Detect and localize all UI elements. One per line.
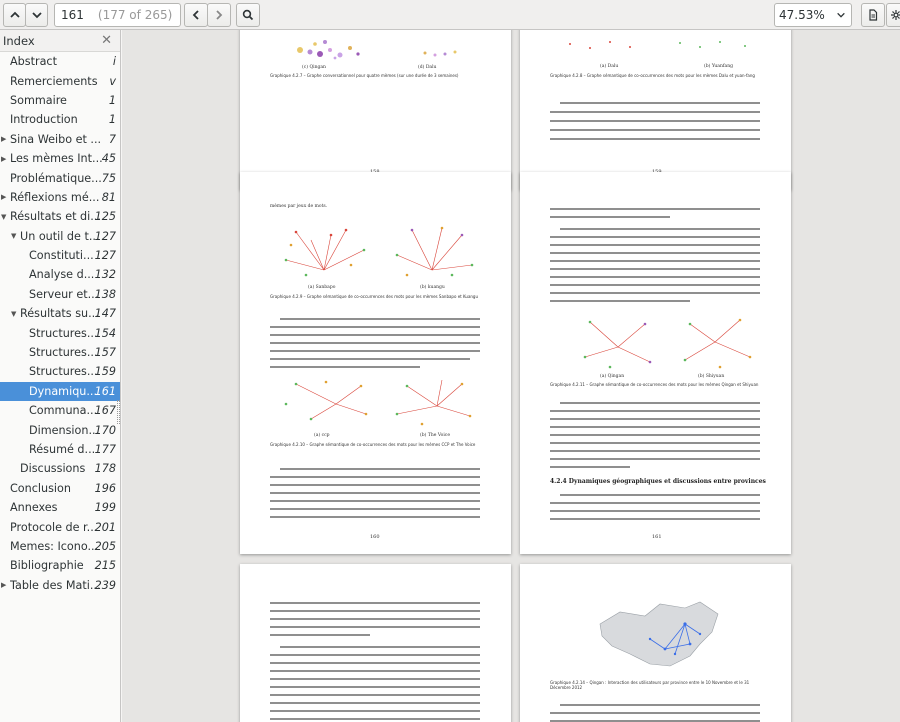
sidebar-item-label: Protocole de r... [10,520,98,534]
subcaption-dalu: (a) Dalu [600,64,619,69]
graph-the-voice [382,374,480,430]
sidebar-item-problematique[interactable] [0,168,120,187]
zoom-selector[interactable] [774,3,852,27]
figure-caption-bottom: Graphique 4.2.10 – Graphe sémantique de co-occurrences des mots pour les mèmes CCP et The Voice [270,442,476,447]
sidebar-item-table-des-matieres[interactable] [0,576,120,595]
sidebar-item-resultats-et-discussion[interactable] [0,207,120,226]
sidebar-item-label: Annexes [10,501,58,515]
expand-arrow-icon[interactable]: ▶ [1,581,7,590]
view-mode-button[interactable] [861,3,885,27]
page-total-label: (177 of 265) [97,8,173,22]
sidebar-item-label: Structures... [29,365,98,379]
sidebar-item-label: Résumé d... [29,443,96,456]
sidebar-item-page: 132 [94,268,116,282]
page-162 [240,564,511,722]
sidebar-item-bibliographie[interactable] [0,556,120,575]
sidebar-item-abstract[interactable] [0,52,120,71]
sidebar-item-label: Table des Mati... [10,578,101,592]
document-view[interactable] [122,30,900,722]
graph-dalu [410,38,470,62]
page-163 [520,564,791,722]
sidebar-item-page: 1 [108,113,116,127]
sidebar-item-page: 157 [94,346,116,360]
sidebar-item-label: Abstract [10,55,57,69]
sidebar-item-label: Bibliographie [10,559,84,573]
sidebar-title: Index [3,33,35,48]
sidebar-item-page: 147 [94,307,116,321]
page-159 [520,30,791,190]
go-back-button[interactable] [184,3,208,27]
sidebar-item-conclusion[interactable] [0,479,120,498]
sidebar-item-annexes[interactable] [0,498,120,517]
page-number: 160 [370,534,380,540]
subcaption-qingan: (c) Qingan [302,65,326,70]
sidebar-item-page: 127 [94,229,116,243]
graph-shiyuan [670,312,760,372]
sidebar-item-page: v [109,74,116,88]
zoom-value: 47.53% [779,8,825,22]
sidebar-item-dynamiques[interactable] [0,382,120,401]
document-icon [867,9,879,21]
expand-arrow-icon[interactable]: ▶ [1,135,7,144]
figure-caption: Graphique 4.2.7 – Graphe conversationnel pour quatre mèmes (sur une durée de 3 semaines) [270,73,459,78]
graph-kuangu [382,220,480,282]
subcaption-qingan: (a) Qingan [600,374,625,379]
sidebar-item-discussions[interactable] [0,459,120,478]
sidebar-item-communautes[interactable] [0,401,120,420]
figure-caption: Graphique 4.2.11 – Graphe sémantique de co-occurrences des mots pour les mèmes Qingan et Shiyuan [550,382,759,387]
page-number: 161 [652,534,662,540]
sidebar-item-page: i [112,55,116,69]
sidebar-item-page: 196 [94,481,116,495]
subcaption-sanbapo: (a) Sanbapo [308,285,336,290]
sidebar-item-page: 81 [101,190,116,204]
sidebar-item-page: 1 [108,93,116,107]
sidebar-item-page: 75 [101,171,116,185]
section-heading: 4.2.4 Dynamiques géographiques et discussions entre provinces [550,478,766,485]
sidebar-item-page: 138 [94,287,116,301]
sidebar-item-label: Discussions [20,462,86,476]
sidebar-item-page: 170 [94,423,116,437]
sidebar-item-page: 178 [94,462,116,476]
chevron-down-icon [31,9,43,21]
page-158 [240,30,511,190]
sidebar-item-serveur-et-interface[interactable] [0,285,120,304]
sidebar-item-page: 215 [94,559,116,573]
sidebar-item-label: Structures... [29,346,98,360]
sidebar-item-label: Constituti... [29,249,94,263]
chevron-up-icon [9,9,21,21]
sidebar-item-structures-3[interactable] [0,362,120,381]
previous-result-button[interactable] [3,3,26,27]
sidebar-item-page: 239 [94,578,116,592]
settings-button[interactable] [886,3,900,27]
search-icon [242,9,254,21]
subcaption-ccp: (a) ccp [314,433,330,438]
go-forward-button[interactable] [207,3,231,27]
next-result-button[interactable] [25,3,48,27]
sidebar-item-label: Sina Weibo et ... [10,132,102,146]
sidebar-item-memes-iconographie[interactable] [0,537,120,556]
sidebar-item-label: Introduction [10,113,78,127]
sidebar-item-protocole-de-recherche[interactable] [0,517,120,536]
graph-ccp [276,374,372,430]
sidebar-item-page: 201 [94,520,116,534]
sidebar-item-dimensions[interactable] [0,420,120,439]
page-160 [240,172,511,554]
dropdown-arrow-icon [831,4,851,26]
index-sidebar [0,30,121,722]
sidebar-item-label: Sommaire [10,93,67,107]
sidebar-item-resultats-sur-les-memes[interactable] [0,304,120,323]
sidebar-item-resume[interactable] [0,440,120,459]
sidebar-item-page: 125 [94,210,116,224]
sidebar-item-label: Serveur et... [29,287,99,301]
sidebar-item-label: Dimension... [29,423,100,437]
first-line: mèmes par jeux de mots. [270,204,328,209]
search-button[interactable] [236,3,260,27]
graph-qingan [280,30,370,62]
figure-caption-top: Graphique 4.2.9 – Graphe sémantique de co-occurrences des mots pour les mèmes Sanbapo et Kuangu [270,294,479,299]
current-page-value: 161 [61,8,84,22]
sidebar-item-page: 205 [94,539,116,553]
chevron-right-icon [213,9,225,21]
sidebar-item-introduction[interactable] [0,110,120,129]
sidebar-item-les-memes-internet[interactable] [0,149,120,168]
sidebar-item-label: Analyse d... [29,268,95,282]
sidebar-item-label: Conclusion [10,481,71,495]
sidebar-item-reflexions-methodologiques[interactable] [0,188,120,207]
sidebar-item-label: Remerciements [10,74,98,88]
chevron-left-icon [190,9,202,21]
sidebar-item-sina-weibo[interactable] [0,130,120,149]
index-list [0,52,120,595]
sidebar-item-label: Les mèmes Int... [10,152,103,166]
graph-qingan [570,312,660,372]
collapse-arrow-icon[interactable]: ▼ [11,232,17,241]
subcaption-shiyuan: (b) Shiyuan [698,374,725,379]
sidebar-item-label: Réflexions mé... [10,190,100,204]
subcaption-dalu: (d) Dalu [418,65,437,70]
sidebar-item-analyse-des-donnees[interactable] [0,265,120,284]
sidebar-header [0,30,120,52]
sidebar-item-un-outil-de-traitement[interactable] [0,227,120,246]
sidebar-item-sommaire[interactable] [0,91,120,110]
sidebar-item-label: Structures... [29,326,98,340]
sidebar-item-label: Communa... [29,404,98,418]
sidebar-item-page: 45 [101,152,116,166]
subcaption-yuanfang: (b) Yuanfang [704,64,734,69]
gear-icon [890,9,900,21]
sidebar-item-constitution[interactable] [0,246,120,265]
sidebar-item-label: Problématique... [10,171,102,185]
collapse-arrow-icon[interactable]: ▼ [11,309,17,318]
sidebar-item-page: 161 [94,384,116,398]
subcaption-kuangu: (b) kuangu [420,285,445,290]
sidebar-item-label: Un outil de t... [20,229,100,243]
sidebar-item-page: 159 [94,365,116,379]
collapse-arrow-icon[interactable]: ▼ [1,212,7,221]
sidebar-item-remerciements[interactable] [0,71,120,90]
sidebar-item-page: 177 [94,443,116,456]
sidebar-item-page: 167 [94,404,116,418]
sidebar-item-page: 7 [108,132,116,146]
sidebar-item-page: 199 [94,501,116,515]
sidebar-item-label: Memes: Icono... [10,539,99,553]
figure-caption: Graphique 4.2.14 – Qingan : Interaction des utilisateurs par province entre le 10 Novembre et le 31 Décembre 2012 [550,680,750,690]
graph-sanbapo [276,220,372,282]
sidebar-item-label: Résultats et di... [10,210,101,224]
china-interaction-map [590,594,730,676]
sidebar-item-page: 154 [94,326,116,340]
expand-arrow-icon[interactable]: ▶ [1,154,7,163]
graph-dalu-yuanfang [550,30,770,56]
sidebar-resize-handle[interactable] [117,400,120,424]
sidebar-item-label: Dynamiqu... [29,384,98,398]
figure-caption: Graphique 4.2.8 – Graphe sémantique de co-occurrences des mots pour les mèmes Dalu et yuan-fang [550,73,755,78]
sidebar-item-page: 127 [94,249,116,263]
subcaption-the-voice: (b) The Voice [420,433,450,438]
page-number-entry[interactable] [54,3,181,27]
sidebar-item-structures-1[interactable] [0,323,120,342]
expand-arrow-icon[interactable]: ▶ [1,193,7,202]
sidebar-item-label: Résultats su... [20,307,99,321]
close-icon[interactable]: ✕ [101,33,112,48]
page-161 [520,172,791,554]
toolbar [0,0,900,30]
sidebar-item-structures-2[interactable] [0,343,120,362]
